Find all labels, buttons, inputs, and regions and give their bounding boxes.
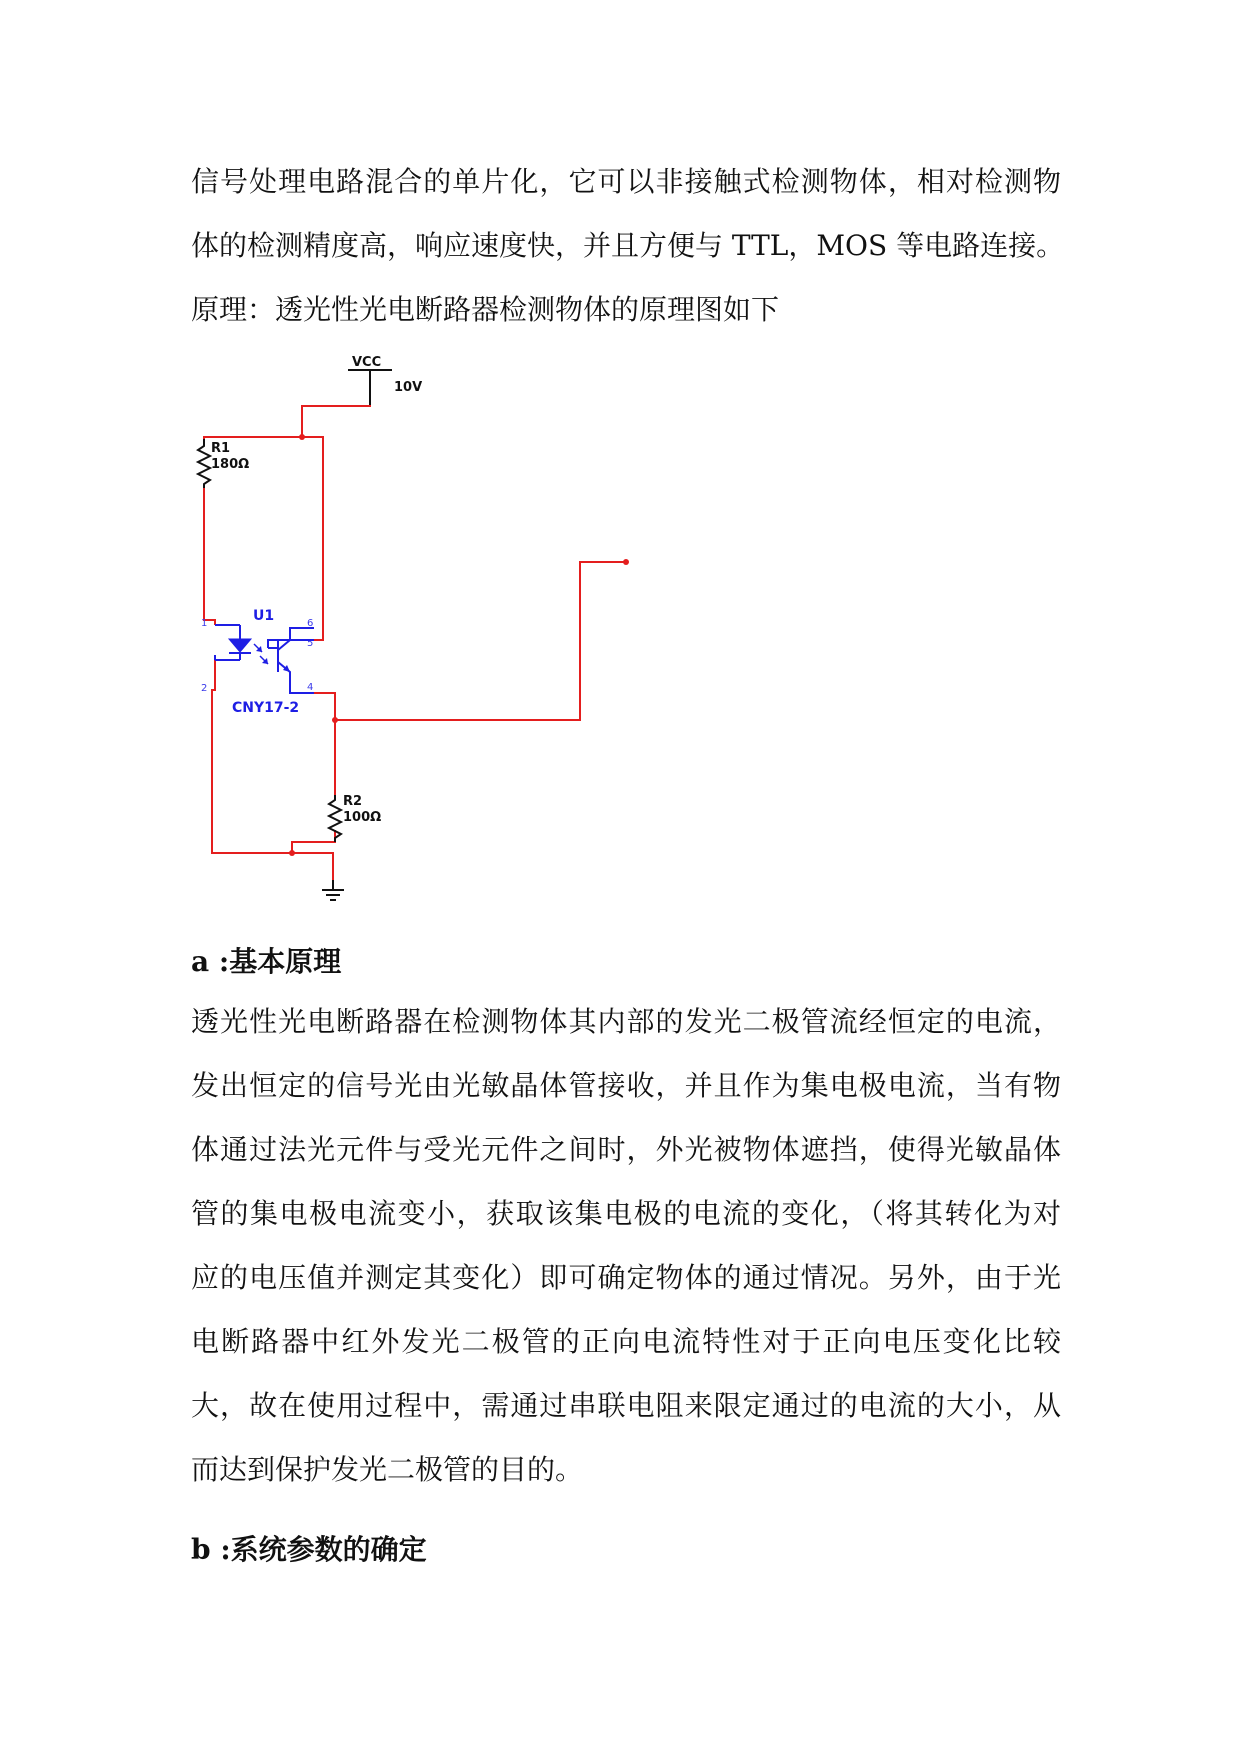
pin-6-label: 6 [307,618,314,629]
resistor-r1 [198,439,249,488]
paragraph-line: 体通过法光元件与受光元件之间时，外光被物体遮挡，使得光敏晶体 [191,1133,1061,1166]
u1-name: U1 [253,608,275,624]
vcc-value: 10V [394,380,423,395]
optocoupler-u1 [201,608,314,716]
r2-value: 100Ω [343,810,382,825]
r1-value: 180Ω [211,457,250,472]
intro-paragraph [191,150,1065,342]
pin-5-label: 5 [307,638,314,649]
section-b-heading: b :系统参数的确定 [191,1533,427,1566]
paragraph-line: 应的电压值并测定其变化）即可确定物体的通过情况。另外，由于光 [191,1261,1061,1294]
pin-1-label: 1 [201,618,208,629]
output-terminal [623,559,629,565]
paragraph-line: 大，故在使用过程中，需通过串联电阻来限定通过的电流的大小，从 [191,1389,1061,1422]
light-arrows-icon [254,644,268,664]
junction-dot [289,850,295,856]
junction-dot [299,434,305,440]
paragraph-line: 而达到保护发光二极管的目的。 [191,1453,584,1486]
intro-line: 原理：透光性光电断路器检测物体的原理图如下 [191,293,780,326]
vcc-label: VCC [352,355,382,370]
section-a-paragraph [191,990,1061,1502]
ground-icon [322,880,344,900]
r2-name: R2 [343,794,363,809]
paragraph-line: 发出恒定的信号光由光敏晶体管接收，并且作为集电极电流，当有物 [191,1069,1061,1102]
led-icon [229,639,251,652]
intro-line: 体的检测精度高，响应速度快，并且方便与 TTL，MOS 等电路连接。 [191,229,1065,262]
vcc-source [348,355,422,405]
junction-dot [332,717,338,723]
intro-line: 信号处理电路混合的单片化，它可以非接触式检测物体，相对检测物 [191,165,1061,198]
r1-name: R1 [211,441,231,456]
u1-part: CNY17-2 [232,700,300,716]
paragraph-line: 电断路器中红外发光二极管的正向电流特性对于正向电压变化比较 [191,1325,1061,1358]
paragraph-line: 透光性光电断路器在检测物体其内部的发光二极管流经恒定的电流， [191,1005,1061,1038]
pin-2-label: 2 [201,683,208,694]
paragraph-line: 管的集电极电流变小，获取该集电极的电流的变化，（将其转化为对 [191,1197,1061,1230]
circuit-diagram [0,330,700,920]
resistor-r2 [329,794,381,842]
section-a-heading: a :基本原理 [191,945,342,978]
pin-4-label: 4 [307,682,314,693]
